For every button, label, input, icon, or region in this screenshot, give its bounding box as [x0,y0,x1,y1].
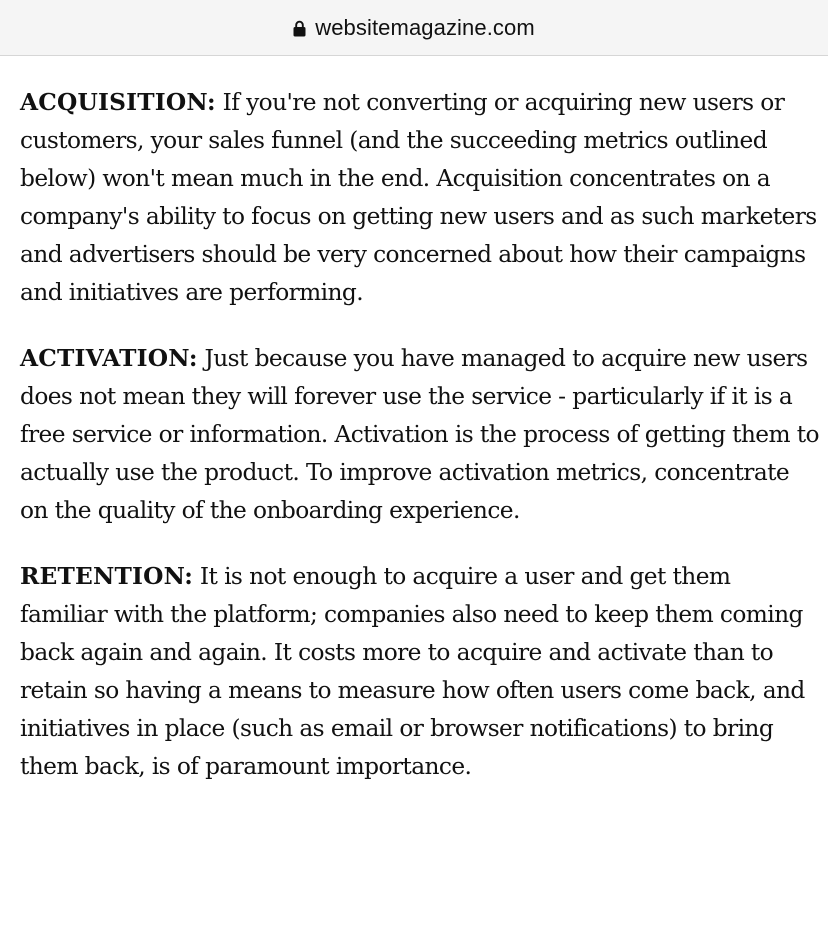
paragraph-retention [20,558,820,786]
body-acquisition: If you're not converting or acquiring new users or customers, your sales funnel (and the succeeding metrics outlined below) won't mean much in the end. Acquisition concentrates on a company's ability to focus on getting new users and as such marketers and advertisers should be very concerned about how their campaigns and initiatives are performing. [20,89,817,306]
article-body [20,84,820,814]
heading-acquisition: ACQUISITION: [20,89,216,116]
lock-icon [293,20,306,37]
body-activation: Just because you have managed to acquire new users does not mean they will forever use the service - particularly if it is a free service or information. Activation is the process of getting them to actually use the product. To improve activation metrics, concentrate on the quality of the onboarding experience. [20,345,819,524]
paragraph-acquisition [20,84,820,312]
heading-retention: RETENTION: [20,563,194,590]
paragraph-activation [20,340,820,530]
address-bar[interactable] [0,0,828,56]
heading-activation: ACTIVATION: [20,345,198,372]
body-retention: It is not enough to acquire a user and get them familiar with the platform; companies also need to keep them coming back again and again. It costs more to acquire and activate than to retain so having a means to measure how often users come back, and initiatives in place (such as email or browser notifications) to bring them back, is of paramount importance. [20,563,805,780]
url-text[interactable]: websitemagazine.com [315,14,535,40]
